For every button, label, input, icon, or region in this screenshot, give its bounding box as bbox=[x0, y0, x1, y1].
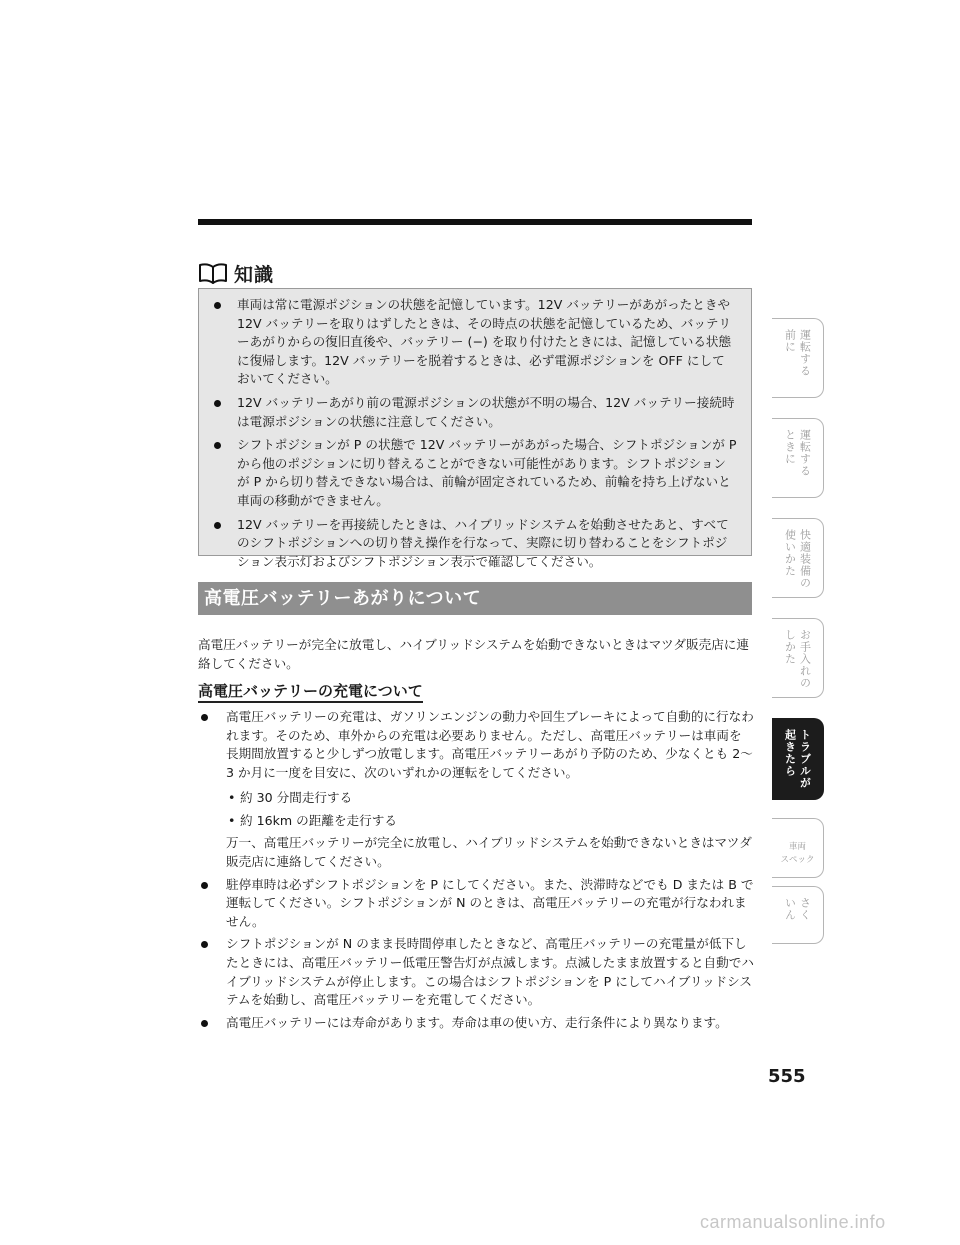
tab-label: 運転する bbox=[798, 329, 812, 377]
top-rule bbox=[198, 219, 752, 225]
section-title: 高電圧バッテリーあがりについて bbox=[198, 582, 752, 615]
knowledge-header bbox=[198, 260, 274, 286]
tab-maintenance[interactable] bbox=[772, 618, 824, 698]
subheading: 高電圧バッテリーの充電について bbox=[198, 682, 423, 703]
tab-label: 前に bbox=[783, 329, 797, 353]
knowledge-item: 12V バッテリーあがり前の電源ポジションの状態が不明の場合、12V バッテリー接続時は電源ポジションの状態に注意してください。 bbox=[213, 394, 737, 431]
tab-label: スペック bbox=[780, 855, 815, 865]
knowledge-box bbox=[198, 288, 752, 569]
tab-label: 起きたら bbox=[783, 729, 797, 777]
charging-list bbox=[198, 708, 754, 1036]
knowledge-item: 車両は常に電源ポジションの状態を記憶しています。12V バッテリーがあがったときや 12V バッテリーを取りはずしたときは、その時点の状態を記憶しているため、バッテリーあがりからの復旧直後や、バッテリー (−) を取り付けたときには、記憶している状態に復帰します。12V バッテリーを脱着するときは、必ず電源ポジションを OFF にしておいてください。 bbox=[213, 296, 737, 389]
tab-label: 運転する bbox=[798, 429, 812, 477]
list-item-note: 万一、高電圧バッテリーが完全に放電し、ハイブリッドシステムを始動できないときはマツダ販売店に連絡してください。 bbox=[226, 835, 752, 869]
tab-index[interactable] bbox=[772, 886, 824, 944]
watermark: carmanualsonline.info bbox=[700, 1212, 886, 1232]
tab-label: しかた bbox=[783, 629, 797, 665]
list-item: シフトポジションが N のまま長時間停車したときなど、高電圧バッテリーの充電量が低下したときには、高電圧バッテリー低電圧警告灯が点滅します。点滅したまま放置すると自動でハイブリッドシステムが停止します。この場合はシフトポジションを P にしてハイブリッドシステムを始動し、高電圧バッテリーを充電してください。 bbox=[198, 935, 754, 1009]
knowledge-item: 12V バッテリーを再接続したときは、ハイブリッドシステムを始動させたあと、すべてのシフトポジションへの切り替え操作を行なって、実際に切り替わることをシフトポジション表示灯およびシフトポジション表示で確認してください。 bbox=[213, 516, 737, 572]
tab-label: トラブルが bbox=[798, 729, 812, 789]
tab-label: お手入れの bbox=[798, 629, 812, 689]
list-item-text: 高電圧バッテリーの充電は、ガソリンエンジンの動力や回生ブレーキによって自動的に行なわれます。そのため、車外からの充電は必要ありません。ただし、高電圧バッテリーは車両を長期間放置すると少しずつ放電します。高電圧バッテリーあがり予防のため、少なくとも 2〜3 か月に一度を目安に、次のいずれかの運転をしてください。 bbox=[226, 709, 754, 780]
tab-before-driving[interactable] bbox=[772, 318, 824, 398]
page-number: 555 bbox=[768, 1066, 806, 1087]
tab-vehicle-specs[interactable] bbox=[772, 818, 824, 878]
tab-label: 快適装備の bbox=[798, 529, 812, 589]
tab-comfort-equipment[interactable] bbox=[772, 518, 824, 598]
sub-list-item: • 約 30 分間走行する bbox=[226, 786, 754, 809]
list-item bbox=[198, 708, 754, 872]
section-intro: 高電圧バッテリーが完全に放電し、ハイブリッドシステムを始動できないときはマツダ販売店に連絡してください。 bbox=[198, 637, 749, 671]
tab-label: 使いかた bbox=[783, 529, 797, 577]
tab-troubleshooting[interactable] bbox=[772, 718, 824, 800]
tab-label: ときに bbox=[783, 429, 797, 465]
knowledge-item: シフトポジションが P の状態で 12V バッテリーがあがった場合、シフトポジションが P から他のポジションに切り替えることができない可能性があります。シフトポジションが P から切り替えできない場合は、前輪が固定されているため、前輪を持ち上げないと車両の移動ができません。 bbox=[213, 436, 737, 510]
tab-label: さく bbox=[798, 897, 812, 921]
sub-list-item: • 約 16km の距離を走行する bbox=[226, 809, 754, 832]
tab-label: いん bbox=[783, 897, 797, 921]
tab-when-driving[interactable] bbox=[772, 418, 824, 498]
book-icon bbox=[198, 262, 228, 284]
knowledge-title: 知識 bbox=[234, 263, 275, 286]
list-item: 駐停車時は必ずシフトポジションを P にしてください。また、渋滞時などでも D または B で運転してください。シフトポジションが N のときは、高電圧バッテリーの充電が行なわれません。 bbox=[198, 876, 754, 932]
list-item: 高電圧バッテリーには寿命があります。寿命は車の使い方、走行条件により異なります。 bbox=[198, 1014, 754, 1033]
tab-label: 車両 bbox=[788, 842, 806, 852]
